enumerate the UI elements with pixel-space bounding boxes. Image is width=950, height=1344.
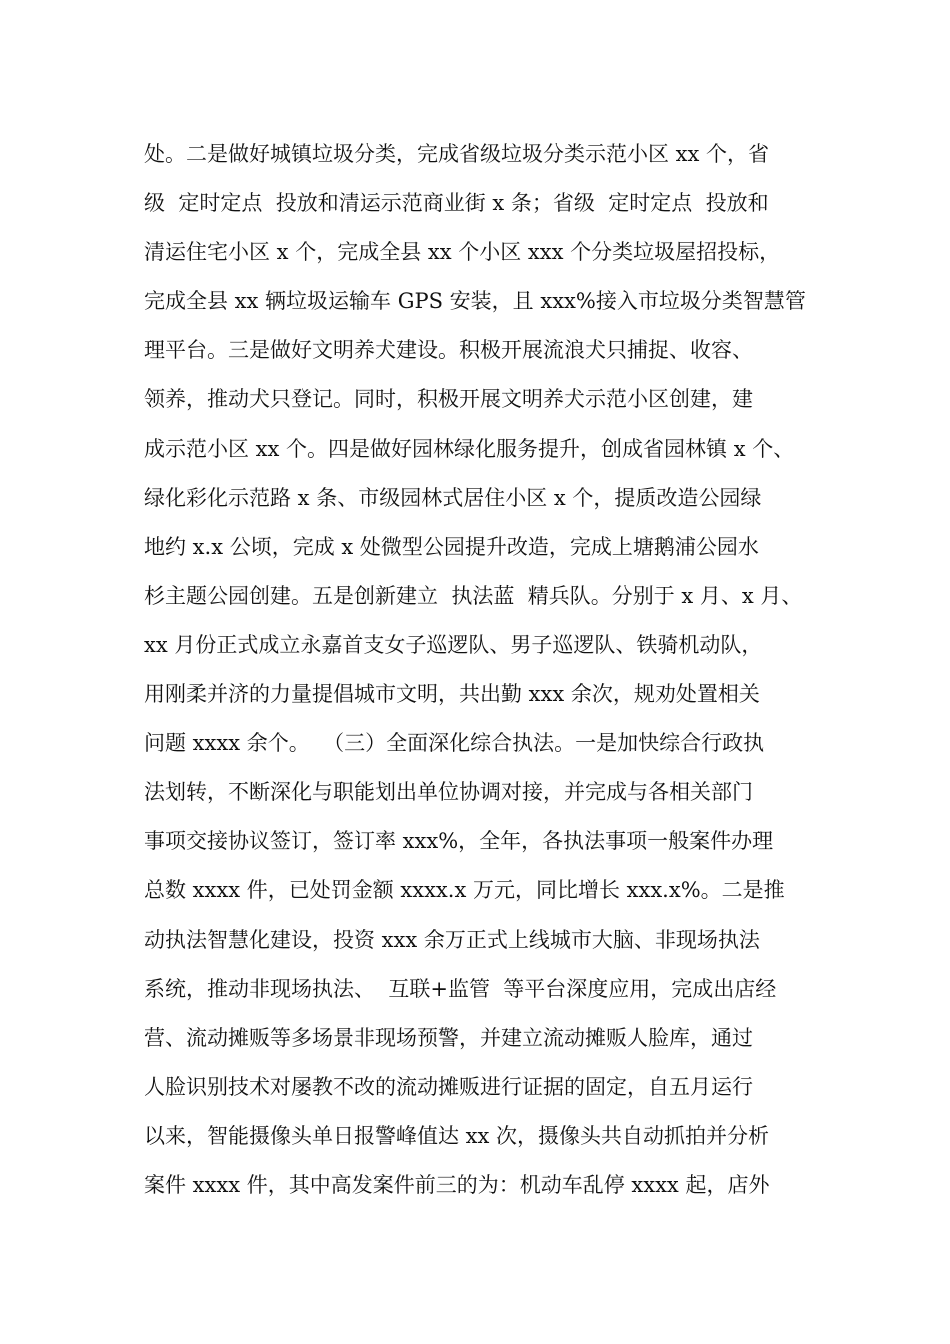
text-line: xx 月份正式成立永嘉首支女子巡逻队、男子巡逻队、铁骑机动队， xyxy=(144,632,763,657)
text-line: 绿化彩化示范路 x 条、市级园林式居住小区 x 个，提质改造公园绿 xyxy=(144,485,762,510)
text-line: 成示范小区 xx 个。四是做好园林绿化服务提升，创成省园林镇 x 个、 xyxy=(144,436,795,461)
text-line: 地约 x.x 公顷，完成 x 处微型公园提升改造，完成上塘鹅浦公园水 xyxy=(144,534,759,559)
text-line: 法划转，不断深化与职能划出单位协调对接，并完成与各相关部门 xyxy=(144,780,753,805)
text-line: 清运住宅小区 x 个，完成全县 xx 个小区 xxx 个分类垃圾屋招投标， xyxy=(144,240,781,265)
text-line: 以来，智能摄像头单日报警峰值达 xx 次，摄像头共自动抓拍并分析 xyxy=(144,1123,770,1148)
text-line: 理平台。三是做好文明养犬建设。积极开展流浪犬只捕捉、收容、 xyxy=(144,338,753,363)
text-line: 营、流动摊贩等多场景非现场预警，并建立流动摊贩人脸库，通过 xyxy=(144,1025,753,1050)
text-line: 总数 xxxx 件，已处罚金额 xxxx.x 万元，同比增长 xxx.x%。二是推 xyxy=(144,878,785,903)
text-line: 事项交接协议签订，签订率 xxx%，全年，各执法事项一般案件办理 xyxy=(144,829,774,854)
text-line: 完成全县 xx 辆垃圾运输车 GPS 安装，且 xxx%接入市垃圾分类智慧管 xyxy=(144,289,806,314)
body-text xyxy=(144,130,844,1210)
text-line: 领养，推动犬只登记。同时，积极开展文明养犬示范小区创建，建 xyxy=(144,387,753,412)
text-line: 案件 xxxx 件，其中高发案件前三的为：机动车乱停 xxxx 起，店外 xyxy=(144,1172,770,1197)
text-line: 人脸识别技术对屡教不改的流动摊贩进行证据的固定，自五月运行 xyxy=(144,1074,753,1099)
text-line: 系统，推动非现场执法、 互联+监管 等平台深度应用，完成出店经 xyxy=(144,976,777,1001)
text-line: 杉主题公园创建。五是创新建立 执法蓝 精兵队。分别于 x 月、x 月、 xyxy=(144,583,803,608)
text-line: 动执法智慧化建设，投资 xxx 余万正式上线城市大脑、非现场执法 xyxy=(144,927,760,952)
text-line: 处。二是做好城镇垃圾分类，完成省级垃圾分类示范小区 xx 个，省 xyxy=(144,142,770,166)
text-line: 用刚柔并济的力量提倡城市文明，共出勤 xxx 余次，规劝处置相关 xyxy=(144,682,760,707)
text-line: 问题 xxxx 余个。 （三）全面深化综合执法。一是加快综合行政执 xyxy=(144,731,765,756)
text-line: 级 定时定点 投放和清运示范商业街 x 条；省级 定时定点 投放和 xyxy=(144,191,769,216)
